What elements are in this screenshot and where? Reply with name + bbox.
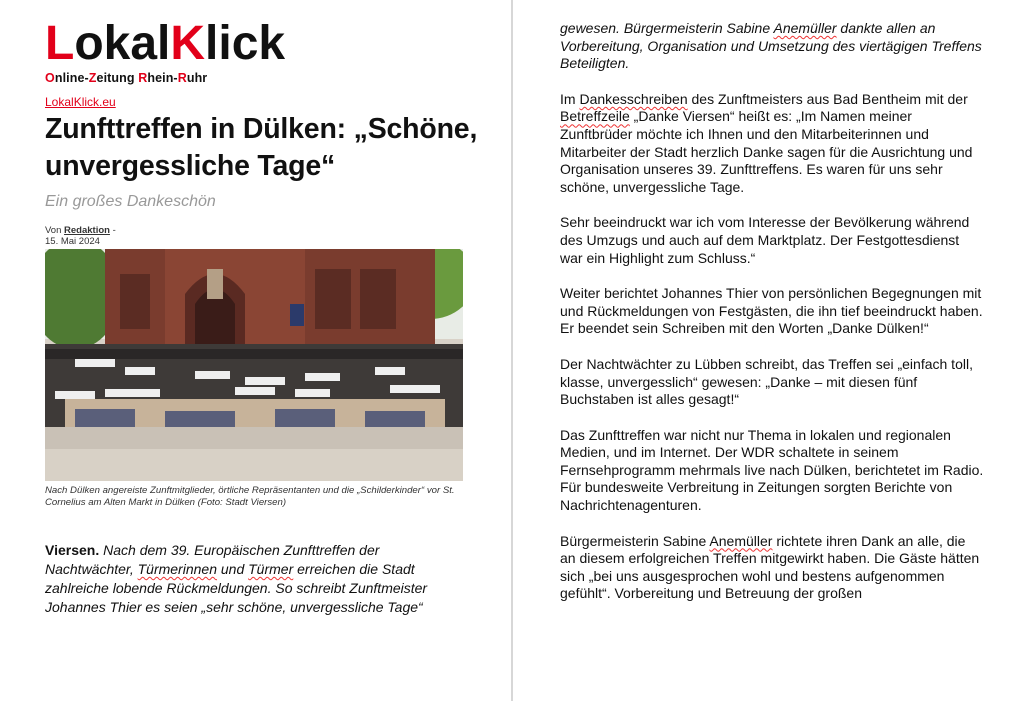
photo-caption: Nach Dülken angereiste Zunftmitglieder, örtliche Repräsentanten und die „Schilderkinder“ vor St. Cornelius am Alten Markt in Dülken (Foto: Stadt Viersen) <box>45 485 455 508</box>
author-link[interactable]: Redaktion <box>64 225 110 236</box>
publish-date: 15. Mai 2024 <box>45 236 100 247</box>
page-right <box>513 0 1024 701</box>
paragraph-2: Im Dankesschreiben des Zunftmeisters aus Bad Bentheim mit der Betreffzeile „Danke Viersen“ heißt es: „Im Namen meiner Zunftbrüder möchte ich Ihnen und den Mitarbeiterinnen und Mitarbeiter der Stadt herzlich Danke sagen für die Ausrichtung und Organisation unseres 39. Zunfttreffens. Es waren für uns sehr schöne, unvergessliche Tage. <box>560 90 973 195</box>
article-photo <box>45 249 463 481</box>
lead-paragraph: Viersen. Nach dem 39. Europäischen Zunfttreffen der Nachtwächter, Türmerinnen und Türmer erreichen die Stadt zahlreiche lobende Rückmeldungen. So schreibt Zunftmeister Johannes Thier es seien „sehr schöne, unvergessliche Tage“ <box>45 542 428 615</box>
paragraph-3: Sehr beeindruckt war ich vom Interesse der Bevölkerung während des Umzugs und auch auf dem Marktplatz. Der Festgottesdienst war ein Highlight zum Schluss.“ <box>560 214 970 266</box>
paragraph-7: Bürgermeisterin Sabine Anemüller richtete ihren Dank an alle, die an diesem erfolgreichen Treffen mitgewirkt haben. Die Gäste hätten sich „bei uns ausgesprochen wohl und bestens aufgenommen gefühlt“. Vorbereitung und Betreuung der großen <box>560 532 980 602</box>
paragraph-6: Das Zunfttreffen war nicht nur Thema in lokalen und regionalen Medien, und im Internet. Der WDR schaltete in seinem Fernsehprogramm mehrmals live nach Dülken, berichtetet im Radio. Für bundesweite Verbreitung in Zeitungen sorgten Berichte von Nachrichtenagenturen. <box>560 426 984 514</box>
site-tagline: Online-Zeitung Rhein-Ruhr <box>45 71 208 85</box>
site-link[interactable]: LokalKlick.eu <box>45 95 116 109</box>
paragraph-5: Der Nachtwächter zu Lübben schreibt, das Treffen sei „einfach toll, klasse, unvergesslich“ gewesen: „Danke – mit diesen fünf Buchstaben ist alles gesagt!“ <box>560 355 973 408</box>
paragraph-4: Weiter berichtet Johannes Thier von persönlichen Begegnungen mit und Rückmeldungen von Festgästen, die ihn tief beeindruckt haben. Er beendet sein Schreiben mit den Worten „Danke Dülken!“ <box>560 285 983 337</box>
page-left <box>0 0 511 701</box>
byline: Von Redaktion - 15. Mai 2024 <box>45 225 116 247</box>
site-logo[interactable]: LokalKlick <box>45 17 286 70</box>
article-title: Zunfttreffen in Dülken: „Schöne, unvergessliche Tage“ <box>45 113 478 182</box>
article-subtitle: Ein großes Dankeschön <box>45 193 216 210</box>
paragraph-1: gewesen. Bürgermeisterin Sabine Anemüller dankte allen an Vorbereitung, Organisation und Umsetzung des viertägigen Treffens Beteiligten. <box>560 20 982 72</box>
